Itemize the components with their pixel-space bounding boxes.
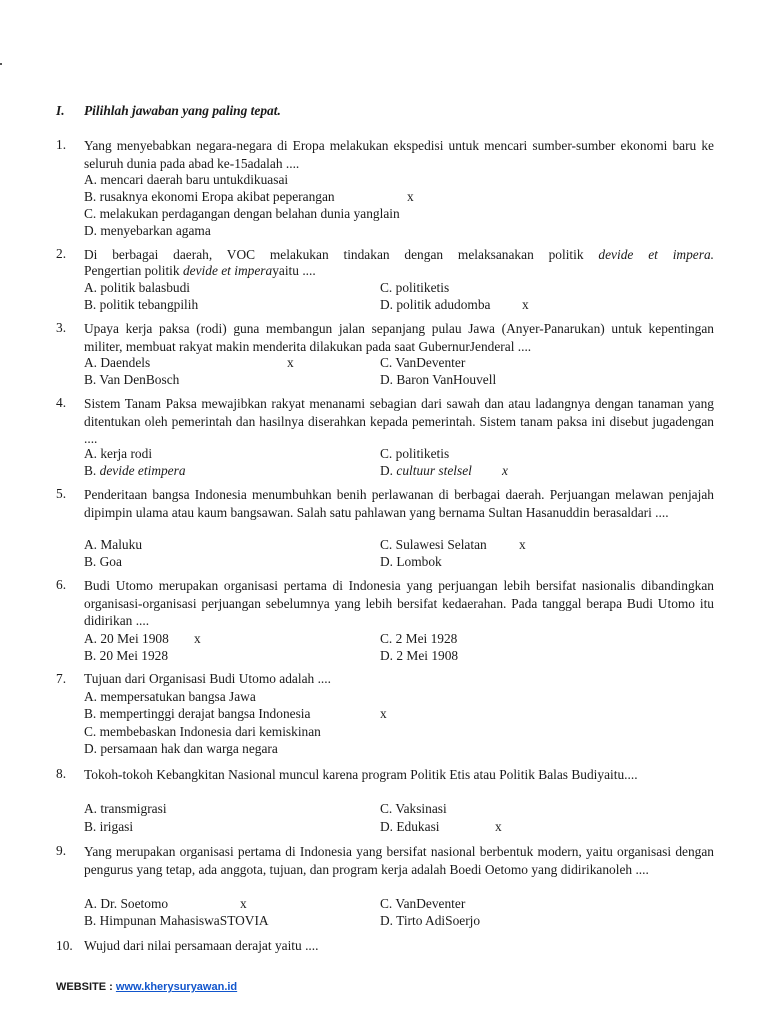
answer-mark: x [407,189,414,204]
option-a: A. Dr. Soetomo [84,896,169,911]
option-d: D. 2 Mei 1908 [380,648,459,663]
question-number: 9. [56,843,67,858]
option-d: D. Lombok [380,554,442,569]
option-a: A. kerja rodi [84,446,153,461]
section-number: I. [56,103,65,118]
answer-mark: x [522,297,529,312]
question-stem: Budi Utomo merupakan organisasi pertama di Indonesia yang perjuangan lebih bersifat nasionalis dibandingkan organisasi-organisasi perjuangan sebelumnya yang lebih bersifat kedaerahan. Pada tanggal berapa Budi Utomo itu didirikan .... [84,578,714,628]
option-c: C. politiketis [380,446,450,461]
option-a: A. politik balasbudi [84,280,191,295]
option-a: A. mempersatukan bangsa Jawa [84,689,256,704]
question-number: 6. [56,577,67,592]
option-c: C. VanDeventer [380,355,466,370]
answer-mark: x [519,537,526,552]
option-b: B. 20 Mei 1928 [84,648,169,663]
answer-mark: x [240,896,247,911]
option-c: C. VanDeventer [380,896,466,911]
option-a: A. transmigrasi [84,801,167,816]
answer-mark: x [194,631,201,646]
option-b: B. mempertinggi derajat bangsa Indonesia [84,706,311,721]
question-stem: Tokoh-tokoh Kebangkitan Nasional muncul karena program Politik Etis atau Politik Balas Budiyaitu.... [84,767,638,782]
option-d: D. persamaan hak dan warga negara [84,741,278,756]
option-d: D. Edukasi [380,819,440,834]
question-stem: Sistem Tanam Paksa mewajibkan rakyat menanami sebagian dari sawah dan atau ladangnya dengan tanaman yang ditentukan oleh pemerintah dan hasilnya diserahkan kepada pemerintah. Sistem tanam paksa ini disebut jugadengan .... [84,396,714,446]
option-d: D. Baron VanHouvell [380,372,497,387]
option-c: C. 2 Mei 1928 [380,631,458,646]
question-number: 4. [56,395,67,410]
option-c: C. Sulawesi Selatan [380,537,487,552]
option-b: B. politik tebangpilih [84,297,199,312]
option-c: C. Vaksinasi [380,801,447,816]
question-stem: Upaya kerja paksa (rodi) guna membangun jalan sepanjang pulau Jawa (Anyer-Panarukan) untuk kepentingan militer, membuat rakyat makin menderita dilakukan pada saat GubernurJenderal .... [84,321,714,354]
option-a: A. Daendels [84,355,151,370]
answer-mark: x [287,355,294,370]
question-stem-line2: Pengertian politik devide et imperayaitu .... [84,263,316,278]
question-number: 2. [56,246,67,261]
option-a: A. Maluku [84,537,143,552]
option-b: B. devide etimpera [84,463,186,478]
margin-dot [0,63,2,65]
question-number: 7. [56,671,67,686]
question-number: 10. [56,938,73,953]
question-stem: Yang menyebabkan negara-negara di Eropa melakukan ekspedisi untuk mencari sumber-sumber ekonomi baru ke seluruh dunia pada abad ke-15adalah .... [84,138,714,171]
option-d: D. politik adudomba [380,297,491,312]
option-b: B. Van DenBosch [84,372,180,387]
question-number: 3. [56,320,67,335]
question-number: 5. [56,486,67,501]
footer [56,981,237,993]
option-b: B. irigasi [84,819,134,834]
website-link[interactable]: www.kherysuryawan.id [115,981,238,993]
option-a: A. 20 Mei 1908 [84,631,169,646]
option-d: D. menyebarkan agama [84,223,211,238]
option-d: D. cultuur stelsel [380,463,472,478]
footer-label: WEBSITE : [56,981,113,993]
option-c: C. membebaskan Indonesia dari kemiskinan [84,724,321,739]
question-stem: Yang merupakan organisasi pertama di Indonesia yang bersifat nasional berbentuk modern, yaitu organisasi dengan pengurus yang tetap, ada anggota, tujuan, dan program kerja adalah Boedi Oetomo yang didirikanoleh .... [84,844,714,877]
question-stem: Tujuan dari Organisasi Budi Utomo adalah .... [84,671,331,686]
option-b: B. Goa [84,554,122,569]
option-c: C. politiketis [380,280,450,295]
option-d: D. Tirto AdiSoerjo [380,913,481,928]
section-title: Pilihlah jawaban yang paling tepat. [84,103,281,118]
option-a: A. mencari daerah baru untukdikuasai [84,172,289,187]
question-stem-line1: Di berbagai daerah, VOC melakukan tindakan dengan melaksanakan politik devide et impera. [84,247,714,262]
question-number: 8. [56,766,67,781]
question-stem: Penderitaan bangsa Indonesia menumbuhkan benih perlawanan di berbagai daerah. Perjuangan melawan penjajah dipimpin ulama atau kaum bangsawan. Salah satu pahlawan yang bernama Sultan Hasanuddin berasaldari .... [84,487,714,520]
option-b: B. Himpunan MahasiswaSTOVIA [84,913,269,928]
answer-mark: x [502,463,508,478]
option-b: B. rusaknya ekonomi Eropa akibat peperangan [84,189,335,204]
option-c: C. melakukan perdagangan dengan belahan dunia yanglain [84,206,400,221]
question-stem: Wujud dari nilai persamaan derajat yaitu .... [84,938,319,953]
question-number: 1. [56,137,67,152]
answer-mark: x [495,819,502,834]
answer-mark: x [380,706,387,721]
